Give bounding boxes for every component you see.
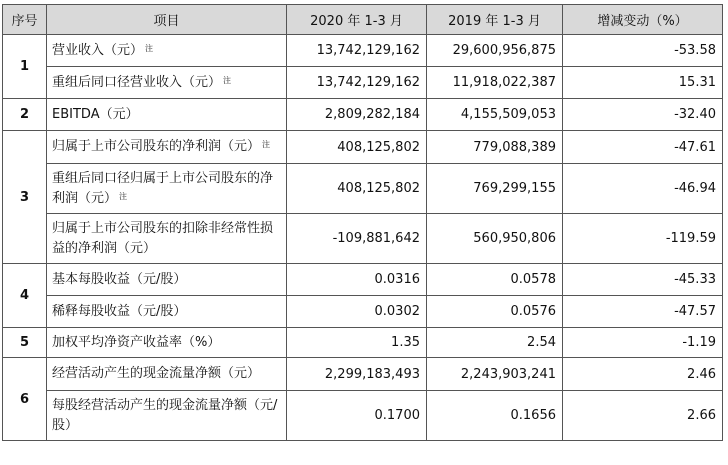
- item-cell: [47, 358, 287, 391]
- item-label: 基本每股收益（元/股）: [52, 271, 187, 287]
- row-number: 5: [3, 328, 47, 358]
- value-2019: 4,155,509,053: [427, 99, 563, 131]
- item-cell: [47, 296, 287, 328]
- change-percent: 15.31: [563, 67, 723, 99]
- change-percent: -53.58: [563, 35, 723, 67]
- table-row: [3, 214, 723, 264]
- value-2019: 560,950,806: [427, 214, 563, 264]
- change-percent: 2.46: [563, 358, 723, 391]
- change-percent: -47.57: [563, 296, 723, 328]
- item-label: 加权平均净资产收益率（%）: [52, 334, 221, 350]
- item-label: 重组后同口径营业收入（元）: [52, 74, 222, 90]
- value-2020: 0.1700: [287, 391, 427, 441]
- value-2019: 2.54: [427, 328, 563, 358]
- footnote-mark: 注: [262, 140, 271, 149]
- value-2019: 0.0576: [427, 296, 563, 328]
- item-cell: [47, 164, 287, 214]
- item-label: 经营活动产生的现金流量净额（元）: [52, 366, 261, 381]
- table-row: [3, 131, 723, 164]
- row-number: 1: [3, 35, 47, 99]
- value-2020: 13,742,129,162: [287, 35, 427, 67]
- header-2020: 2020 年 1-3 月: [287, 5, 427, 35]
- row-number: 6: [3, 358, 47, 441]
- row-number: 2: [3, 99, 47, 131]
- value-2020: 0.0316: [287, 264, 427, 296]
- item-label: 每股经营活动产生的现金流量净额（元/股）: [52, 397, 278, 433]
- value-2019: 0.1656: [427, 391, 563, 441]
- value-2019: 29,600,956,875: [427, 35, 563, 67]
- value-2020: 13,742,129,162: [287, 67, 427, 99]
- row-number: 4: [3, 264, 47, 328]
- table-row: [3, 35, 723, 67]
- change-percent: -1.19: [563, 328, 723, 358]
- item-label: 稀释每股收益（元/股）: [52, 303, 187, 319]
- change-percent: -45.33: [563, 264, 723, 296]
- value-2019: 769,299,155: [427, 164, 563, 214]
- financial-indicators-table: [2, 4, 723, 441]
- header-2019: 2019 年 1-3 月: [427, 5, 563, 35]
- table-row: [3, 358, 723, 391]
- header-item: 项目: [47, 5, 287, 35]
- item-cell: [47, 264, 287, 296]
- table-row: [3, 99, 723, 131]
- footnote-mark: 注: [223, 75, 232, 85]
- table-body: [3, 35, 723, 441]
- item-cell: [47, 391, 287, 441]
- change-percent: -32.40: [563, 99, 723, 131]
- item-cell: [47, 99, 287, 131]
- item-cell: [47, 67, 287, 99]
- item-label: 重组后同口径归属于上市公司股东的净利润（元）: [52, 170, 274, 206]
- item-label: 归属于上市公司股东的净利润（元）: [52, 139, 261, 154]
- header-change: 增减变动（%）: [563, 5, 723, 35]
- value-2020: 2,809,282,184: [287, 99, 427, 131]
- value-2019: 0.0578: [427, 264, 563, 296]
- change-percent: -46.94: [563, 164, 723, 214]
- value-2020: 0.0302: [287, 296, 427, 328]
- footnote-mark: 注: [119, 191, 128, 201]
- table-row: [3, 391, 723, 441]
- table-row: [3, 296, 723, 328]
- item-label: 营业收入（元）: [52, 42, 144, 58]
- value-2019: 2,243,903,241: [427, 358, 563, 391]
- item-cell: [47, 131, 287, 164]
- change-percent: -47.61: [563, 131, 723, 164]
- value-2019: 11,918,022,387: [427, 67, 563, 99]
- row-number: 3: [3, 131, 47, 264]
- header-no: 序号: [3, 5, 47, 35]
- footnote-mark: 注: [145, 43, 154, 53]
- value-2020: 2,299,183,493: [287, 358, 427, 391]
- value-2020: 408,125,802: [287, 164, 427, 214]
- item-cell: [47, 35, 287, 67]
- header-row: [3, 5, 723, 35]
- table-row: [3, 328, 723, 358]
- table-row: [3, 67, 723, 99]
- value-2019: 779,088,389: [427, 131, 563, 164]
- value-2020: 1.35: [287, 328, 427, 358]
- item-cell: [47, 214, 287, 264]
- table-row: [3, 264, 723, 296]
- change-percent: 2.66: [563, 391, 723, 441]
- table-row: [3, 164, 723, 214]
- value-2020: 408,125,802: [287, 131, 427, 164]
- value-2020: -109,881,642: [287, 214, 427, 264]
- change-percent: -119.59: [563, 214, 723, 264]
- item-cell: [47, 328, 287, 358]
- item-label: EBITDA（元）: [52, 106, 139, 122]
- item-label: 归属于上市公司股东的扣除非经常性损益的净利润（元）: [52, 220, 274, 256]
